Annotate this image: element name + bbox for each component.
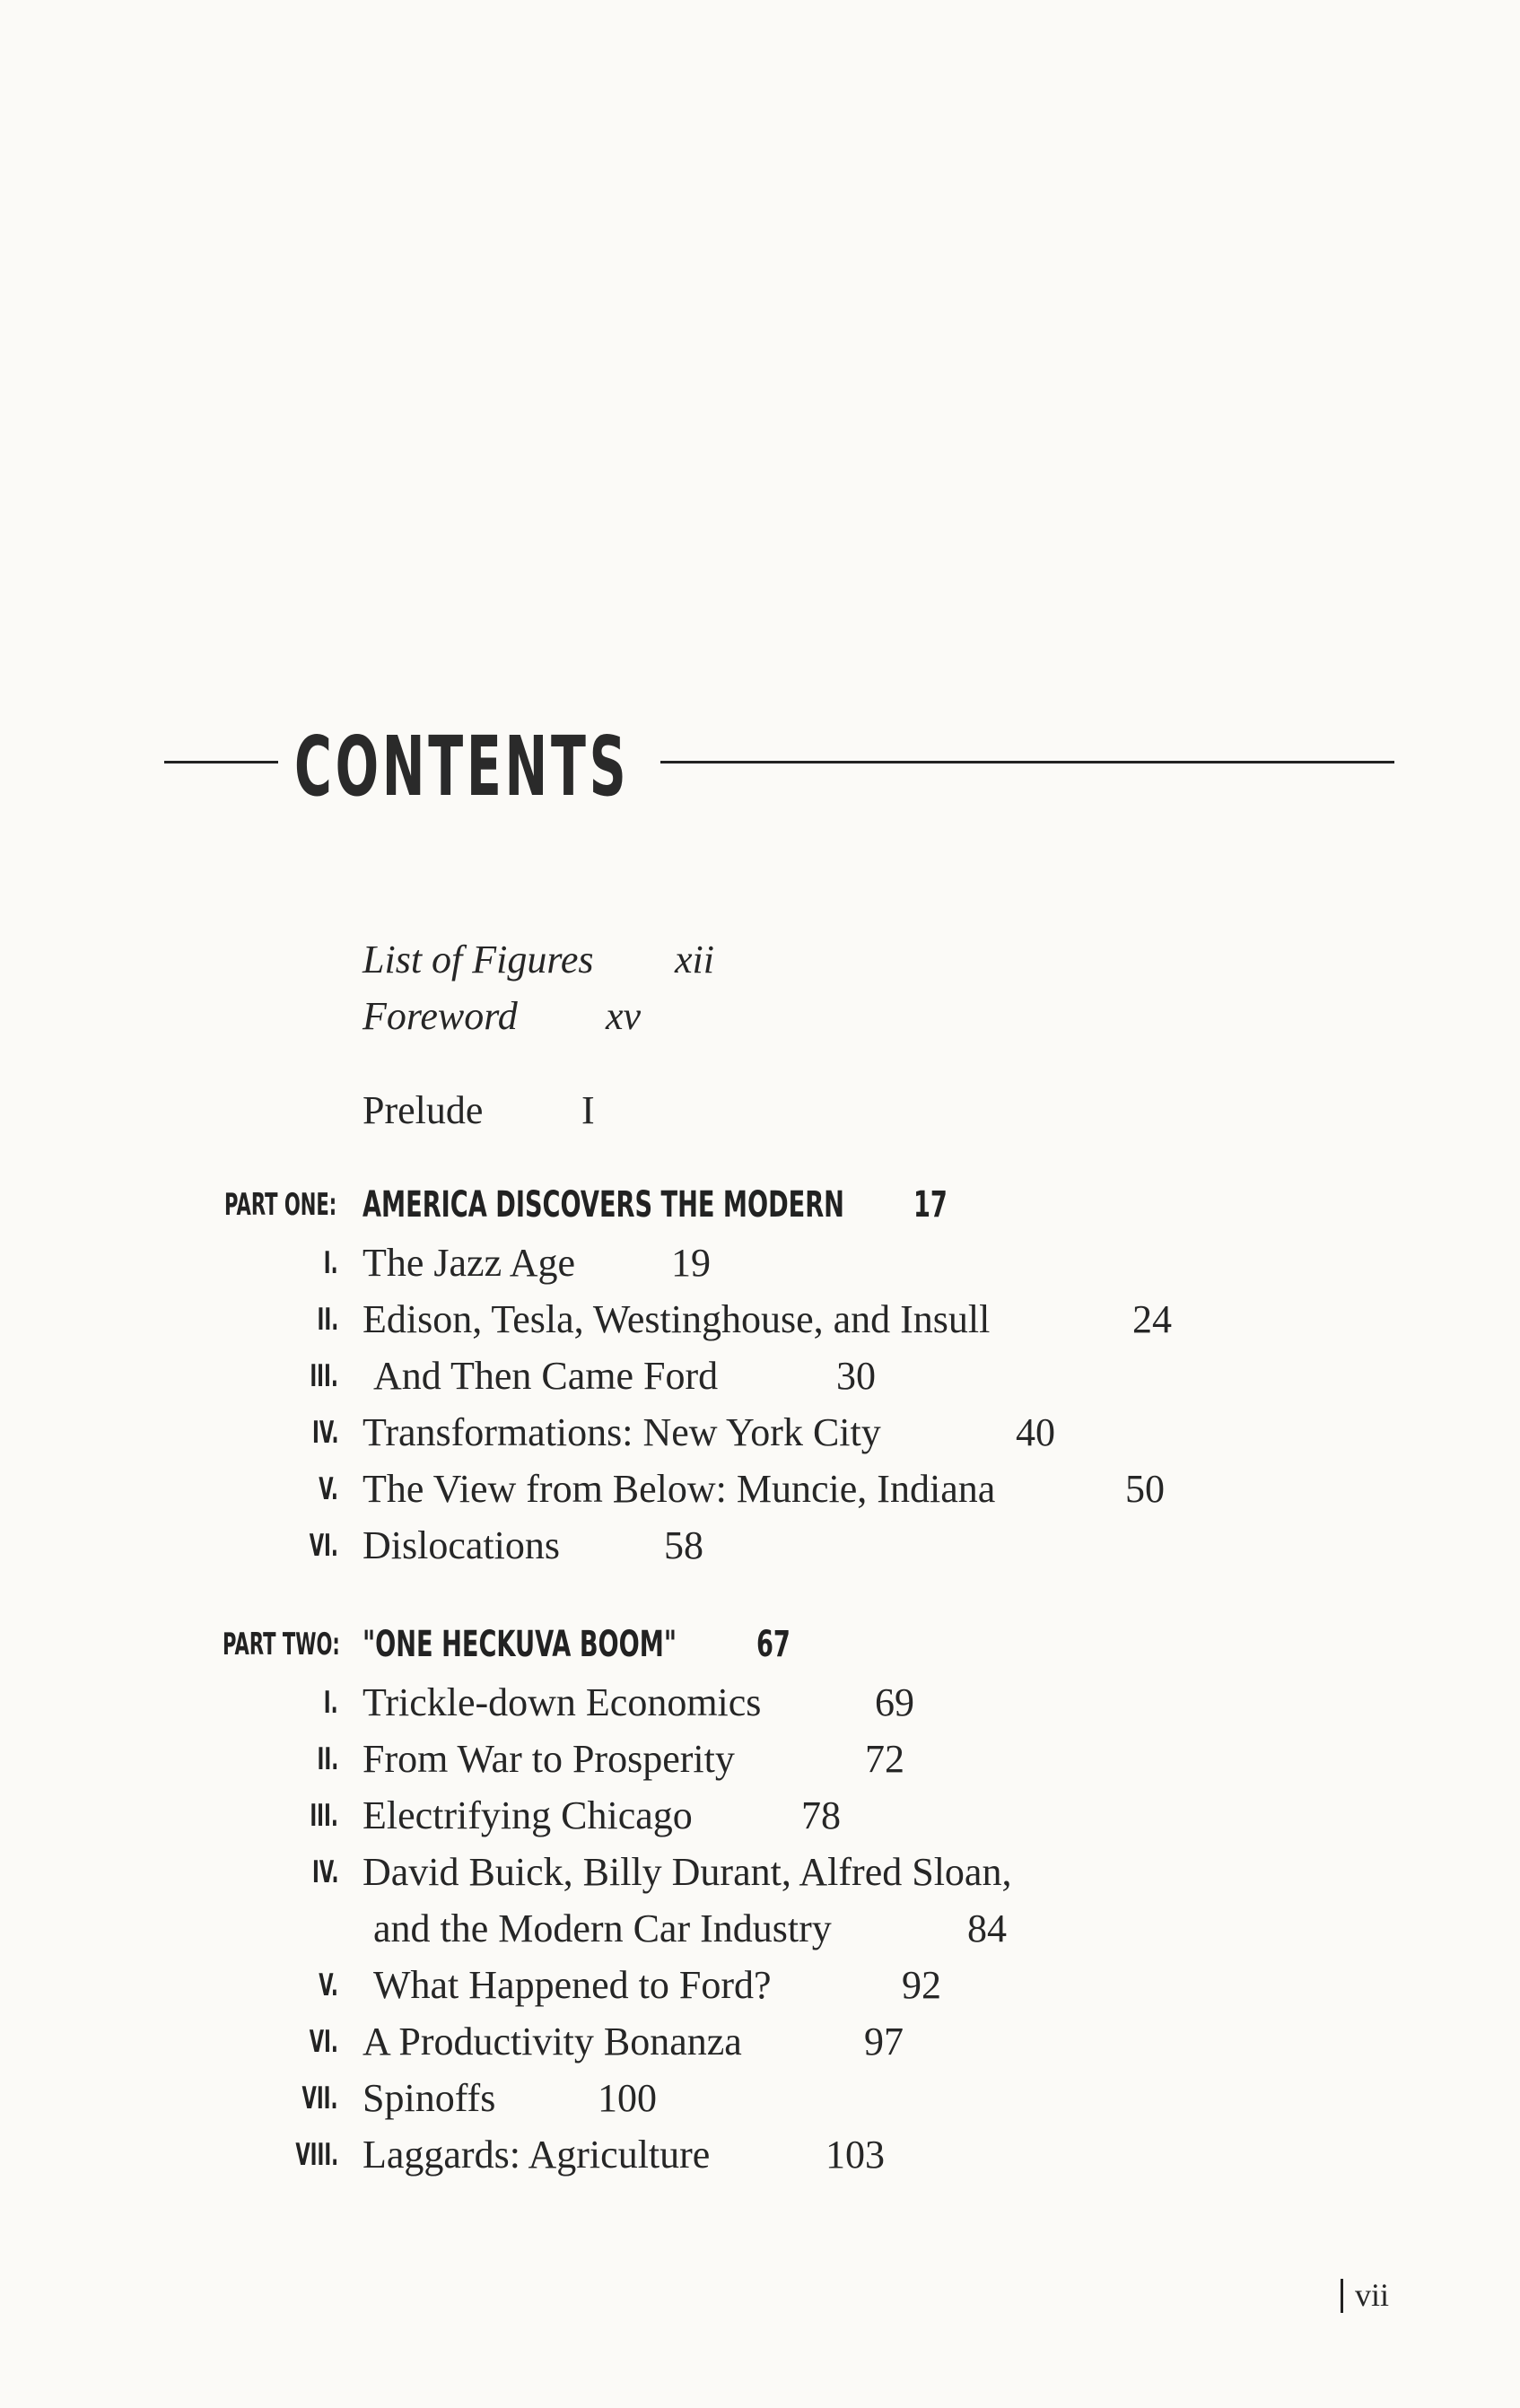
part-one-page: 17: [913, 1184, 948, 1226]
folio-rule: [1341, 2279, 1343, 2313]
prelude-title[interactable]: Prelude: [363, 1088, 484, 1132]
chapter-title[interactable]: What Happened to Ford?: [373, 1963, 772, 2007]
page-number: vii: [1355, 2277, 1390, 2313]
chapter-title[interactable]: Edison, Tesla, Westinghouse, and Insull: [363, 1297, 991, 1341]
contents-heading: CONTENTS: [294, 719, 630, 815]
chapter-page: 50: [1125, 1467, 1165, 1511]
chapter-number: I.: [324, 1245, 338, 1281]
front-item-page: xii: [675, 938, 714, 982]
chapter-title[interactable]: A Productivity Bonanza: [363, 2020, 742, 2063]
part-one-title[interactable]: AMERICA DISCOVERS THE MODERN: [363, 1184, 844, 1226]
chapter-title[interactable]: The View from Below: Muncie, Indiana: [363, 1467, 996, 1511]
chapter-number: III.: [310, 1798, 338, 1834]
chapter-title[interactable]: And Then Came Ford: [373, 1354, 719, 1398]
chapter-title[interactable]: Trickle-down Economics: [363, 1680, 762, 1724]
chapter-number: V.: [319, 1471, 338, 1507]
chapter-page: 58: [664, 1523, 703, 1567]
part-one-label: PART ONE:: [224, 1187, 337, 1223]
contents-header: [0, 718, 1520, 816]
chapter-number: II.: [317, 1302, 338, 1338]
header-rule-right: [660, 761, 1394, 763]
chapter-number: IV.: [311, 1854, 338, 1890]
chapter-page: 97: [864, 2020, 904, 2063]
part-two-page: 67: [756, 1624, 791, 1665]
chapter-page: 72: [865, 1737, 904, 1781]
part-two-title[interactable]: "ONE HECKUVA BOOM": [363, 1624, 677, 1665]
chapter-page: 30: [836, 1354, 876, 1398]
chapter-page: 40: [1016, 1410, 1055, 1454]
chapter-number: VII.: [301, 2081, 338, 2116]
chapter-number: VI.: [309, 2024, 338, 2060]
chapter-page: 92: [902, 1963, 941, 2007]
chapter-title[interactable]: Laggards: Agriculture: [363, 2133, 711, 2177]
chapter-page: 84: [967, 1906, 1007, 1950]
chapter-number: VIII.: [295, 2137, 338, 2173]
chapter-page: 24: [1132, 1297, 1172, 1341]
front-item-page: xv: [606, 994, 642, 1038]
chapter-number: II.: [317, 1741, 338, 1777]
chapter-number: I.: [324, 1685, 338, 1721]
front-item-title[interactable]: List of Figures: [363, 938, 594, 982]
part-two-label: PART TWO:: [223, 1627, 340, 1662]
header-rule-left: [164, 761, 278, 763]
chapter-number: VI.: [309, 1528, 338, 1564]
chapter-page: 19: [671, 1241, 711, 1285]
chapter-title[interactable]: David Buick, Billy Durant, Alfred Sloan,: [363, 1850, 1012, 1894]
chapter-page: 100: [598, 2076, 657, 2120]
chapter-title[interactable]: Spinoffs: [363, 2076, 496, 2120]
prelude-page: I: [581, 1088, 595, 1132]
chapter-title[interactable]: Electrifying Chicago: [363, 1793, 693, 1837]
chapter-title[interactable]: From War to Prosperity: [363, 1737, 735, 1781]
chapter-page: 69: [875, 1680, 914, 1724]
chapter-title[interactable]: Dislocations: [363, 1523, 560, 1567]
chapter-title[interactable]: The Jazz Age: [363, 1241, 575, 1285]
chapter-page: 103: [826, 2133, 885, 2177]
chapter-number: III.: [310, 1358, 338, 1394]
chapter-number: V.: [319, 1967, 338, 2003]
chapter-title[interactable]: Transformations: New York City: [363, 1410, 881, 1454]
front-item-title[interactable]: Foreword: [363, 994, 518, 1038]
chapter-page: 78: [801, 1793, 841, 1837]
chapter-title-continued[interactable]: and the Modern Car Industry: [373, 1906, 832, 1950]
chapter-number: IV.: [311, 1415, 338, 1451]
